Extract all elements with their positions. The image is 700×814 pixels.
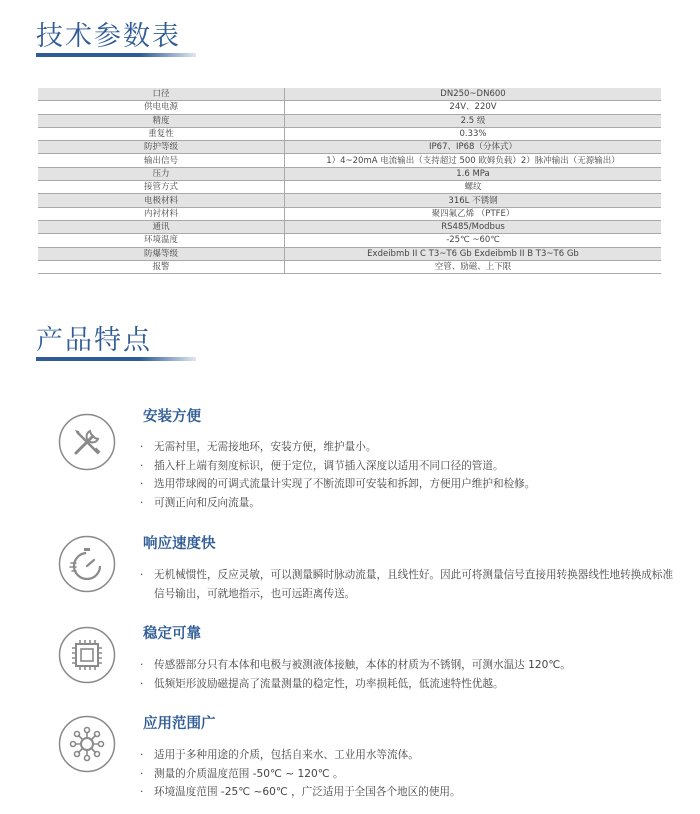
list-item: · 低频矩形波励磁提高了流量测量的稳定性，功率损耗低，低流速特性优越。 xyxy=(140,675,675,694)
spec-label: 输出信号 xyxy=(38,154,285,167)
spec-value: Exdeibmb II C T3~T6 Gb Exdeibmb II B T3~T6 Gb xyxy=(285,247,662,260)
spec-value: 1）4~20mA 电流输出（支持超过 500 欧姆负载）2）脉冲输出（无源输出） xyxy=(285,154,662,167)
spec-value: 2.5 级 xyxy=(285,114,662,127)
spec-value: 空管、励磁、上下限 xyxy=(285,260,662,273)
table-row xyxy=(38,234,661,247)
spec-value: RS485/Modbus xyxy=(285,220,662,233)
feature-title-application: 应用范围广 xyxy=(143,716,216,732)
spec-title-underline xyxy=(36,53,196,57)
feature-bullets-install xyxy=(140,438,675,512)
list-item: · 选用带球阀的可调式流量计实现了不断流即可安装和拆卸，方便用户维护和检修。 xyxy=(140,475,675,494)
spec-label: 通讯 xyxy=(38,220,285,233)
list-item: · 环境温度范围 -25℃ ~60℃ ，广泛适用于全国各个地区的使用。 xyxy=(140,783,675,802)
spec-value: DN250~DN600 xyxy=(285,88,662,101)
table-row xyxy=(38,247,661,260)
spec-value: 24V、220V xyxy=(285,101,662,114)
spec-label: 重复性 xyxy=(38,127,285,140)
list-item: · 无需衬里，无需接地环，安装方便，维护量小。 xyxy=(140,438,675,457)
list-item: · 无机械惯性，反应灵敏，可以测量瞬时脉动流量，且线性好。因此可将测量信号直接用转换器线性地转换成标准信号输出，可就地指示，也可远距离传送。 xyxy=(140,566,675,603)
table-row xyxy=(38,154,661,167)
table-row xyxy=(38,260,661,273)
spec-label: 压力 xyxy=(38,167,285,180)
table-row xyxy=(38,141,661,154)
table-row xyxy=(38,127,661,140)
spec-label: 精度 xyxy=(38,114,285,127)
spec-value: 1.6 MPa xyxy=(285,167,662,180)
list-item: · 传感器部分只有本体和电极与被测液体接触，本体的材质为不锈钢，可测水温达 120℃。 xyxy=(140,656,675,675)
table-row xyxy=(38,181,661,194)
list-item: · 插入杆上端有刻度标识，便于定位，调节插入深度以适用不同口径的管道。 xyxy=(140,457,675,476)
feature-bullets-response xyxy=(140,566,675,603)
feature-title-reliable: 稳定可靠 xyxy=(143,626,201,642)
network-icon xyxy=(58,715,116,773)
feature-title-response: 响应速度快 xyxy=(143,536,216,552)
table-row xyxy=(38,167,661,180)
feature-bullets-application xyxy=(140,746,675,802)
spec-label: 内衬材料 xyxy=(38,207,285,220)
features-title-underline xyxy=(36,357,196,361)
table-row xyxy=(38,101,661,114)
chip-icon xyxy=(58,626,116,684)
spec-label: 供电电源 xyxy=(38,101,285,114)
spec-label: 环境温度 xyxy=(38,234,285,247)
spec-value: 聚四氟乙烯 （PTFE） xyxy=(285,207,662,220)
table-row xyxy=(38,88,661,101)
spec-label: 口径 xyxy=(38,88,285,101)
spec-value: -25℃ ~60℃ xyxy=(285,234,662,247)
stopwatch-icon xyxy=(58,535,116,593)
spec-section-title: 技术参数表 xyxy=(36,21,181,52)
feature-title-install: 安装方便 xyxy=(143,409,201,425)
table-row xyxy=(38,114,661,127)
spec-table xyxy=(38,88,661,274)
table-row xyxy=(38,207,661,220)
list-item: · 可测正向和反向流量。 xyxy=(140,494,675,513)
spec-value: 0.33% xyxy=(285,127,662,140)
spec-value: IP67、IP68（分体式） xyxy=(285,141,662,154)
feature-bullets-reliable xyxy=(140,656,675,693)
list-item: · 测量的介质温度范围 -50℃ ~ 120℃ 。 xyxy=(140,765,675,784)
spec-label: 电极材料 xyxy=(38,194,285,207)
spec-label: 报警 xyxy=(38,260,285,273)
features-section-title: 产品特点 xyxy=(36,325,152,356)
spec-label: 接管方式 xyxy=(38,181,285,194)
spec-label: 防护等级 xyxy=(38,141,285,154)
table-row xyxy=(38,194,661,207)
spec-value: 螺纹 xyxy=(285,181,662,194)
tools-icon xyxy=(58,413,116,471)
spec-label: 防爆等级 xyxy=(38,247,285,260)
spec-value: 316L 不锈钢 xyxy=(285,194,662,207)
list-item: · 适用于多种用途的介质，包括自来水、工业用水等流体。 xyxy=(140,746,675,765)
table-row xyxy=(38,220,661,233)
